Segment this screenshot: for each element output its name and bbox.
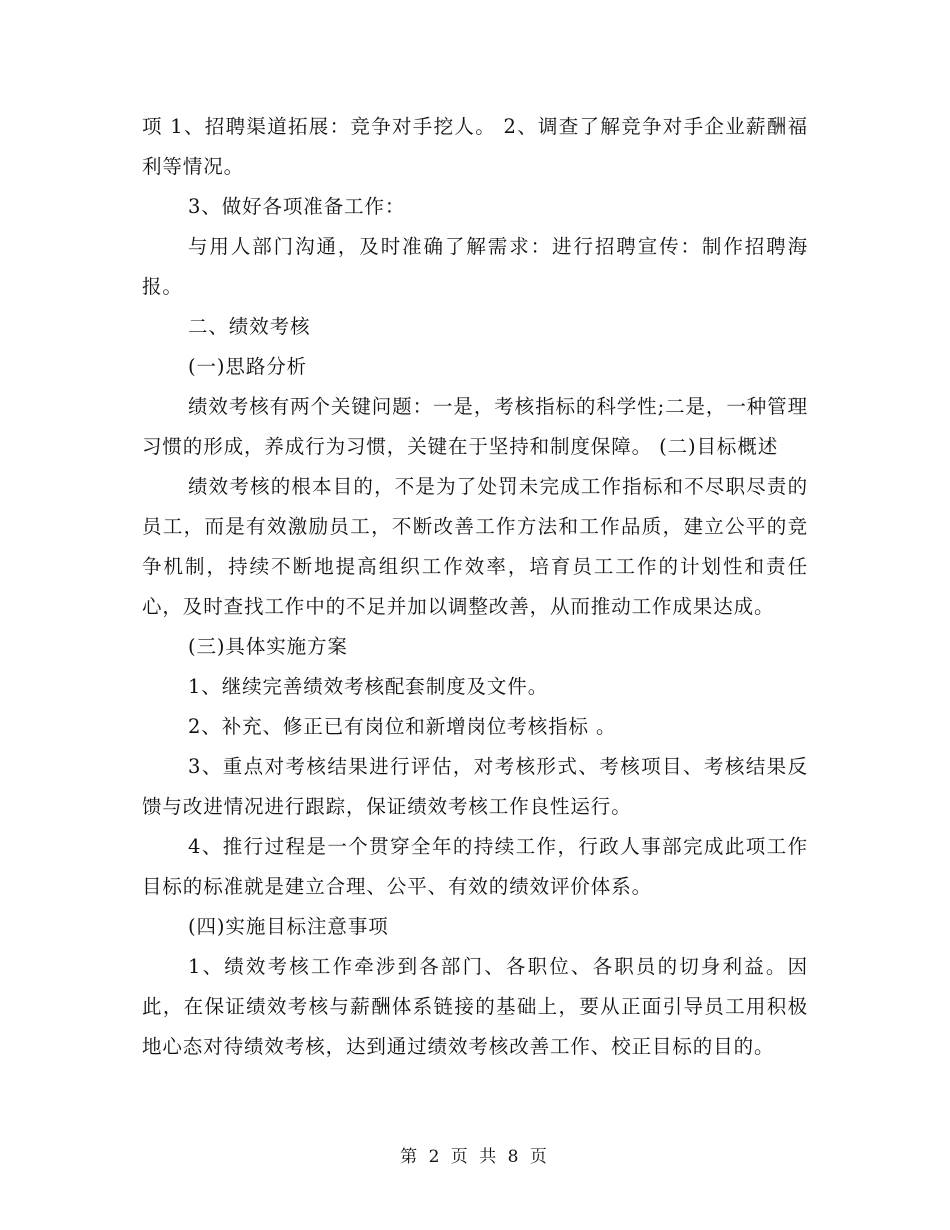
list-item: 4、推行过程是一个贯穿全年的持续工作，行政人事部完成此项工作目标的标准就是建立合理、公平、有效的绩效评价体系。 (142, 835, 808, 898)
paragraph: 项 1、招聘渠道拓展：竞争对手挖人。 2、调查了解竞争对手企业薪酬福利等情况。 (142, 115, 808, 178)
paragraph: 与用人部门沟通，及时准确了解需求：进行招聘宣传：制作招聘海报。 (142, 235, 808, 298)
subsection-heading: (三)具体实施方案 (188, 635, 348, 658)
section-heading: 二、绩效考核 (188, 315, 311, 338)
document-body (142, 107, 808, 1067)
list-item: 3、重点对考核结果进行评估，对考核形式、考核项目、考核结果反馈与改进情况进行跟踪，保证绩效考核工作良性运行。 (142, 755, 808, 818)
paragraph: 绩效考核有两个关键问题：一是，考核指标的科学性;二是，一种管理习惯的形成，养成行为习惯，关键在于坚持和制度保障。 (二)目标概述 (142, 395, 808, 458)
subsection-heading: (一)思路分析 (188, 355, 308, 378)
list-item: 2、补充、修正已有岗位和新增岗位考核指标 。 (188, 715, 617, 738)
subsection-heading: (四)实施目标注意事项 (188, 915, 389, 938)
paragraph: 3、做好各项准备工作： (188, 195, 406, 218)
paragraph: 绩效考核的根本目的，不是为了处罚未完成工作指标和不尽职尽责的员工，而是有效激励员工，不断改善工作方法和工作品质，建立公平的竞争机制，持续不断地提高组织工作效率，培育员工工作的计划性和责任心，及时查找工作中的不足并加以调整改善，从而推动工作成果达成。 (142, 475, 808, 618)
page-footer: 第 2 页 共 8 页 (400, 1147, 550, 1167)
list-item: 1、绩效考核工作牵涉到各部门、各职位、各职员的切身利益。因此，在保证绩效考核与薪酬体系链接的基础上，要从正面引导员工用积极地心态对待绩效考核，达到通过绩效考核改善工作、校正目标的目的。 (142, 955, 808, 1058)
list-item: 1、继续完善绩效考核配套制度及文件。 (188, 675, 549, 698)
